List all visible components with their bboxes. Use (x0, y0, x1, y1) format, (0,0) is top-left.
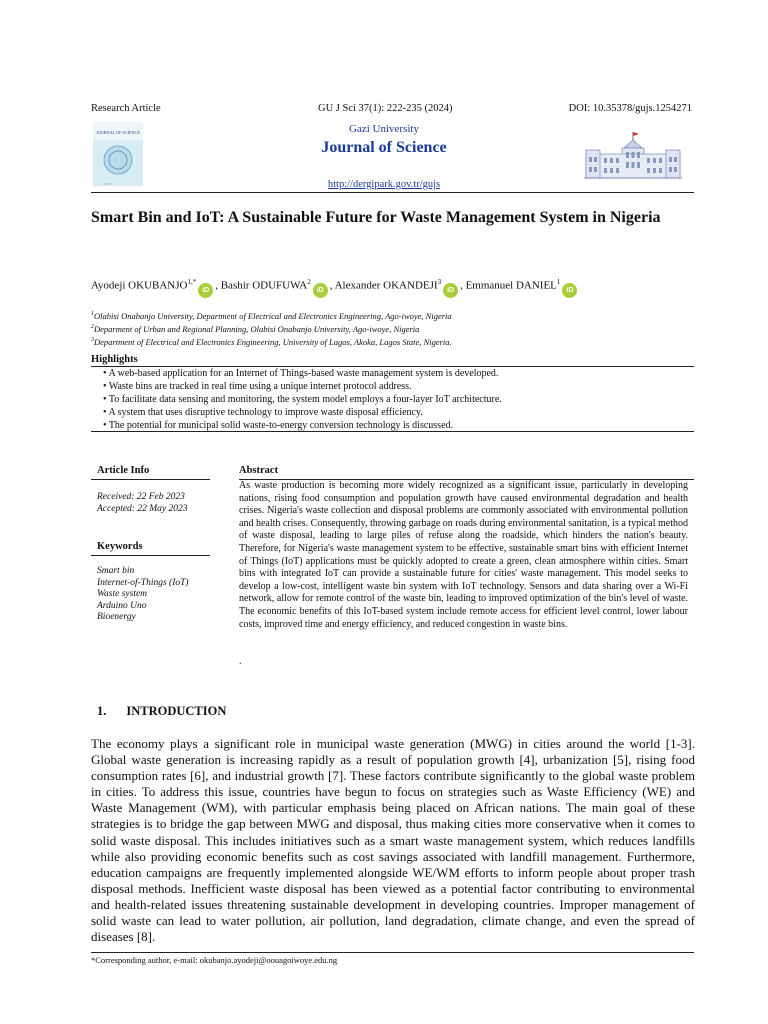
keywords-heading: Keywords (97, 541, 143, 552)
section-heading (97, 704, 226, 719)
author-superscript: 2 (307, 278, 311, 286)
affiliations (91, 309, 696, 347)
author-superscript: 1 (556, 278, 561, 286)
journal-url-link[interactable]: http://dergipark.gov.tr/gujs (327, 179, 441, 190)
affiliation-superscript: 3 (91, 336, 94, 343)
article-info-heading: Article Info (97, 465, 150, 476)
header-divider (91, 192, 694, 193)
abstract-text: As waste production is becoming more widely recognized as a significant issue, particularly in developing nations, rising food consumption and population growth have caused environmental degradation and health crises. Nigeria's waste collection and disposal problems are commonly associated with environmental pollution and health crises. Consequently, throwing garbage on roads during environmental sanitation, is a typical method of waste disposal, leading to large piles of refuse along the roadside, which hinders the nation's beauty. Therefore, for Nigeria's waste management system to be effective, sustainable smart bins with efficient Internet of Things (IoT) applications must be quickly adopted to create a green, clean atmosphere within cities. Smart bins with integrated IoT can provide a sustainable future for cities' waste management. This model seeks to develop a low-cost, intelligent waste bin system with IoT technology. Sensors and data sharing over a Wi-Fi network, allow for remote control of the waste bin, leading to improved optimization of the bin's level of waste. The economic benefits of this IoT-based system include remote access for efficient level control, lower labour costs, improved time and energy efficiency, and reduced congestion in waste bins. (239, 480, 688, 630)
author-separator: , (215, 279, 221, 292)
keywords-divider (91, 555, 210, 556)
affiliation-superscript: 1 (91, 311, 94, 317)
affiliation-text: Olabisi Onabanjo University, Department of Electrical and Electronics Engineering, Ago-iwoye, Nigeria (94, 310, 452, 321)
keyword: Smart bin (97, 566, 135, 576)
article-info-divider (91, 479, 210, 480)
affiliation (91, 322, 696, 335)
university-building-logo (584, 130, 682, 182)
university-name: Gazi University (349, 123, 419, 135)
keyword: Arduino Uno (97, 600, 147, 611)
article-dates (97, 491, 187, 515)
highlight-text: Waste bins are tracked in real time using a unique internet protocol address. (108, 381, 412, 392)
keyword: Internet-of-Things (IoT) (97, 577, 189, 588)
highlight-item: • A system that uses disruptive technology to improve waste disposal efficiency. (103, 407, 423, 418)
orcid-icon[interactable]: iD (198, 283, 213, 298)
highlights-heading: Highlights (91, 354, 138, 365)
highlight-text: The potential for municipal solid waste-to-energy conversion technology is discussed. (108, 420, 454, 431)
highlight-item: • A web-based application for an Internet of Things-based waste management system is developed. (103, 368, 499, 379)
introduction-paragraph: The economy plays a significant role in municipal waste generation (MWG) in cities around the world [1-3]. Global waste generation is increasing rapidly as a result of population growth [4], urbanization [5], rising food consumption rates [6], and industrial growth [7]. These factors contribute significantly to the global waste problem in cities. To address this issue, countries have begun to focus on strategies such as Waste Efficiency (WE) and Waste Management (WM), with particular emphasis being placed on African nations. The main goal of these strategies is to bridge the gap between MWG and disposal, thus making cities more conservative when it comes to solid waste disposal. This includes initiatives such as a smart waste management system, which reduces landfills while also providing economic benefits such as cost savings associated with landfill management. Furthermore, education campaigns are frequently implemented alongside WE/WM efforts to inform people about proper trash disposal methods. Inefficient waste disposal has been viewed as a potential factor contributing to environmental and health-related issues threatening sustainable development in developing countries. Improper management of solid waste can lead to water pollution, air pollution, land degradation, climate change, and even the spread of diseases [8]. (91, 736, 695, 945)
highlight-item: • The potential for municipal solid waste-to-energy conversion technology is discussed. (103, 420, 454, 431)
author-name: Bashir ODUFUWA (220, 279, 308, 292)
orcid-icon[interactable]: iD (313, 283, 328, 298)
accepted-date: Accepted: 22 May 2023 (97, 504, 188, 514)
abstract-heading: Abstract (239, 465, 279, 476)
highlight-text: A web-based application for an Internet of Things-based waste management system is developed. (108, 368, 499, 379)
article-type: Research Article (91, 103, 161, 114)
affiliation-text: Department of Electrical and Electronics Engineering, University of Lagos, Akoka, Lagos State, Nigeria. (94, 336, 452, 347)
citation: GU J Sci 37(1): 222-235 (2024) (318, 103, 453, 114)
paper-title: Smart Bin and IoT: A Sustainable Future for Waste Management System in Nigeria (91, 209, 661, 226)
affiliation (91, 309, 696, 322)
affiliation (91, 335, 696, 348)
highlights-list (103, 367, 693, 432)
highlights-divider (91, 431, 694, 432)
highlight-item: • To facilitate data sensing and monitoring, the system model employs a four-layer IoT architecture. (103, 394, 502, 405)
keywords-list (97, 566, 189, 624)
corresponding-author-footnote: *Corresponding author, e-mail: okubanjo.ayodeji@oouagoiwoye.edu.ng (91, 955, 338, 965)
author-name: Alexander OKANDEJI (334, 279, 438, 292)
author-separator: , (460, 279, 466, 292)
section-title: INTRODUCTION (126, 704, 227, 718)
affiliation-text: Deparment of Urban and Regional Planning, Olabisi Onabanjo University, Ago-iwoye, Nigeria (94, 323, 420, 334)
footnote-divider (91, 952, 694, 953)
highlight-item: • Waste bins are tracked in real time using a unique internet protocol address. (103, 381, 412, 392)
received-date: Received: 22 Feb 2023 (97, 492, 185, 502)
section-number: 1. (97, 704, 107, 718)
keyword: Bioenergy (97, 612, 136, 622)
highlight-text: A system that uses disruptive technology to improve waste disposal efficiency. (108, 407, 423, 418)
affiliation-superscript: 2 (91, 323, 94, 330)
orcid-icon[interactable]: iD (562, 283, 577, 298)
abstract-trailing: . (239, 656, 242, 667)
author-name: Emmanuel DANIEL (465, 279, 557, 292)
author-separator: , (329, 279, 335, 292)
author-name: Ayodeji OKUBANJO (91, 279, 188, 292)
author-list (91, 278, 696, 298)
journal-name: Journal of Science (321, 139, 447, 156)
highlight-text: To facilitate data sensing and monitoring, the system model employs a four-layer IoT architecture. (108, 394, 502, 405)
doi: DOI: 10.35378/gujs.1254271 (568, 103, 692, 114)
author-superscript: 1,* (187, 278, 197, 286)
keyword: Waste system (97, 589, 148, 599)
author-superscript: 3 (437, 278, 442, 286)
orcid-icon[interactable]: iD (443, 283, 458, 298)
logo-text: JOURNAL OF SCIENCE (96, 130, 140, 135)
